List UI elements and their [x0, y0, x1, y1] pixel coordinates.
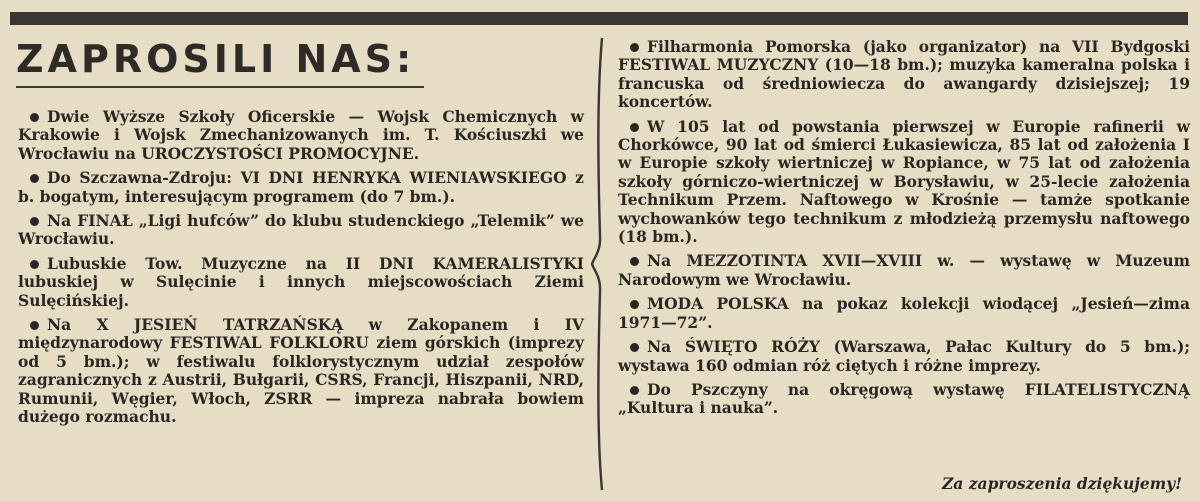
item-text: Na ŚWIĘTO RÓŻY (Warszawa, Pałac Kultury do 5 bm.); wystawa 160 odmian róż ciętych i różne imprezy.	[618, 337, 1190, 375]
list-item	[618, 295, 1190, 332]
bullet-icon	[30, 260, 39, 269]
list-item	[618, 381, 1190, 418]
list-item	[18, 169, 584, 206]
item-text: Do Szczawna-Zdroju: VI DNI HENRYKA WIENIAWSKIEGO z b. bogatym, interesującym programem (do 7 bm.).	[18, 168, 584, 206]
item-text: MODA POLSKA na pokaz kolekcji wiodącej „Jesień—zima 1971—72”.	[618, 294, 1190, 332]
list-item	[618, 338, 1190, 375]
item-text: Na MEZZOTINTA XVII—XVIII w. — wystawę w Muzeum Narodowym we Wrocławiu.	[618, 251, 1190, 289]
bullet-icon	[30, 174, 39, 183]
list-item	[18, 255, 584, 310]
bullet-icon	[30, 217, 39, 226]
bullet-icon	[30, 113, 39, 122]
bullet-icon	[30, 321, 39, 330]
list-item	[618, 38, 1190, 112]
item-text: Na X JESIEŃ TATRZAŃSKĄ w Zakopanem i IV międzynarodowy FESTIWAL FOLKLORU ziem górskich (imprezy od 5 bm.); w festiwalu folklorystycznym udział zespołów zagranicznych z Austrii, Bułgarii, CSRS, Francji, Hiszpanii, NRD, Rumunii, Węgier, Włoch, ZSRR — impreza nabrała bowiem dużego rozmachu.	[18, 315, 584, 427]
list-item	[18, 212, 584, 249]
bullet-icon	[630, 386, 639, 395]
bullet-icon	[630, 343, 639, 352]
bullet-icon	[630, 257, 639, 266]
column-divider	[588, 36, 612, 492]
item-text: Dwie Wyższe Szkoły Oficerskie — Wojsk Chemicznych w Krakowie i Wojsk Zmechanizowanych im. T. Kościuszki we Wrocławiu na UROCZYSTOŚCI PROMOCYJNE.	[18, 107, 584, 163]
left-column	[18, 108, 584, 433]
item-text: W 105 lat od powstania pierwszej w Europie rafinerii w Chorkówce, 90 lat od śmierci Łukasiewicza, 85 lat od założenia I w Europie szkoły wiertniczej w Ropiance, w 75 lat od założenia szkoły górniczo-wiertniczej w Borysławiu, w 25-lecie założenia Technikum Przem. Naftowego w Krośnie — tamże spotkanie wychowanków tego technikum z młodzieżą przemysłu naftowego (18 bm.).	[618, 116, 1190, 247]
list-item	[18, 108, 584, 163]
list-item	[18, 316, 584, 426]
bullet-icon	[630, 300, 639, 309]
title-underline	[16, 86, 424, 88]
item-text: Filharmonia Pomorska (jako organizator) na VII Bydgoski FESTIWAL MUZYCZNY (10—18 bm.); muzyka kameralna polska i francuska od średniowiecza do awangardy dzisiejszej; 19 koncertów.	[618, 37, 1190, 112]
item-text: Lubuskie Tow. Muzyczne na II DNI KAMERALISTYKI lubuskiej w Sulęcinie i innych miejscowościach Ziemi Sulęcińskiej.	[18, 253, 584, 310]
bullet-icon	[630, 43, 639, 52]
closing-line: Za zaproszenia dziękujemy!	[941, 474, 1182, 493]
item-text: Do Pszczyny na okręgową wystawę FILATELISTYCZNĄ „Kultura i nauka”.	[618, 379, 1190, 418]
top-rule	[10, 12, 1188, 25]
right-column	[618, 38, 1190, 424]
item-text: Na FINAŁ „Ligi hufców” do klubu studenckiego „Telemik” we Wrocławiu.	[18, 211, 584, 249]
bullet-icon	[630, 123, 639, 132]
page-title: ZAPROSILI NAS:	[16, 37, 416, 81]
list-item	[618, 252, 1190, 289]
list-item	[618, 118, 1190, 247]
